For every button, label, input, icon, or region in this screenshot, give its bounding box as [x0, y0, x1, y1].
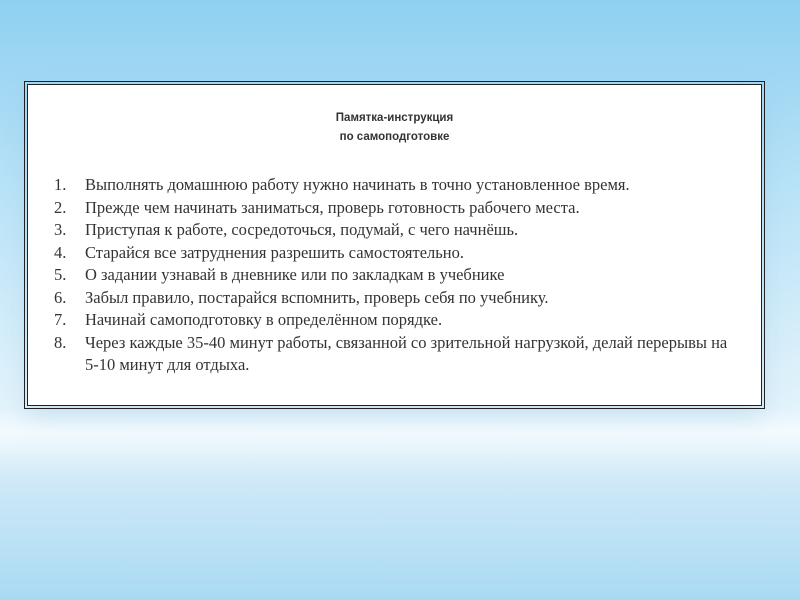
instruction-text: Выполнять домашнюю работу нужно начинать в точно установленное время.: [85, 175, 630, 194]
instruction-text: О задании узнавай в дневнике или по закладкам в учебнике: [85, 265, 505, 284]
instruction-number: 3.: [54, 220, 67, 239]
instruction-number: 6.: [54, 287, 67, 307]
instruction-item-5: [54, 264, 734, 287]
instruction-text: Начинай самоподготовку в определённом порядке.: [85, 310, 443, 329]
instruction-item-8: [54, 332, 734, 377]
instruction-number: 1.: [54, 175, 67, 194]
instruction-text: Через каждые 35-40 минут работы, связанной со зрительной нагрузкой, делай перерывы на 5-10 минут для отдыха.: [85, 332, 728, 374]
instruction-text: Прежде чем начинать заниматься, проверь готовность рабочего места.: [85, 197, 580, 217]
instruction-item-2: [54, 197, 734, 220]
instruction-item-3: [54, 219, 734, 242]
instruction-number: 8.: [54, 332, 67, 352]
instruction-item-4: [54, 242, 734, 265]
memo-card: [27, 84, 762, 406]
memo-title-line-2: по самоподготовке: [339, 131, 450, 143]
memo-title-line-1: Памятка-инструкция: [335, 112, 454, 124]
instruction-number: 7.: [54, 310, 67, 329]
instruction-text: Забыл правило, постарайся вспомнить, проверь себя по учебнику.: [85, 287, 549, 307]
instruction-text: Приступая к работе, сосредоточься, подумай, с чего начнёшь.: [85, 220, 519, 239]
instruction-number: 5.: [54, 265, 67, 284]
instruction-text: Старайся все затруднения разрешить самостоятельно.: [85, 242, 464, 262]
instruction-number: 4.: [54, 242, 67, 262]
instruction-number: 2.: [54, 197, 67, 217]
instruction-item-6: [54, 287, 734, 310]
instruction-list: [54, 174, 734, 377]
memo-title: [28, 109, 761, 147]
instruction-item-1: [54, 174, 734, 197]
instruction-item-7: [54, 309, 734, 332]
